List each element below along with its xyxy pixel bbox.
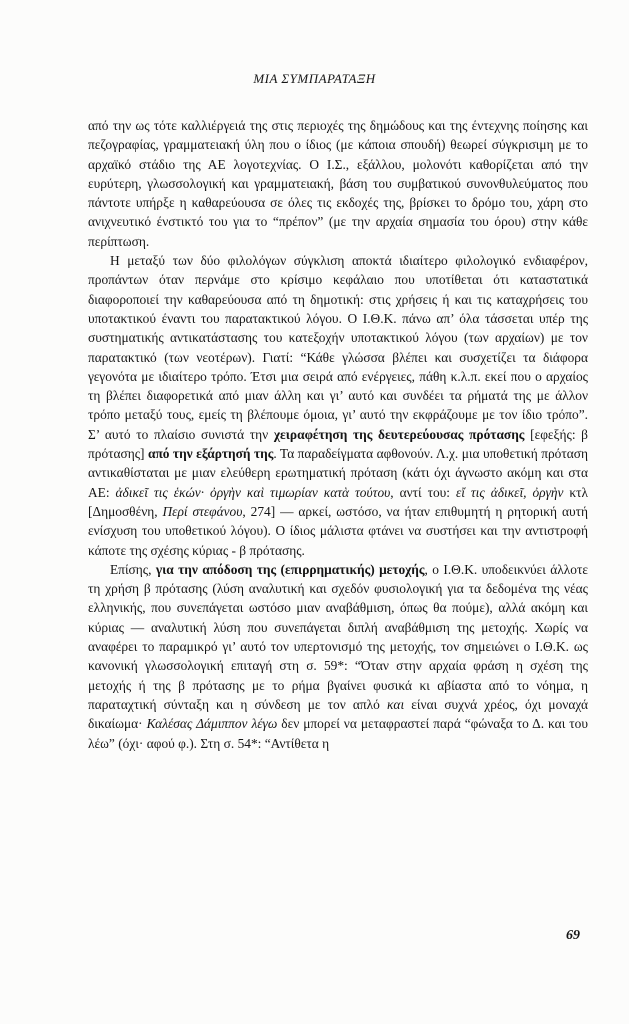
text-run: Επίσης,	[110, 561, 156, 577]
text-run: . Τα παραδείγματα αφθονούν. Λ.χ. μια υποθετική πρόταση αντικαθίσταται με μιαν ελεύθερη ερωτηματική πρόταση (κάτι όχι άγνωστο ακόμη και στα ΑΕ:	[88, 446, 588, 500]
text-run: , αντί του:	[390, 484, 456, 500]
italic-phrase: Καλέσας Δάμιππον λέγω	[146, 716, 278, 732]
text-run: , ο Ι.Θ.Κ. υποδεικνύει άλλοτε τη χρήση β πρότασης (λύση αναλυτική και σχεδόν φυσιολογική για τα δεδομένα της νέας ελληνικής, που συνεπάγεται ωστόσο μιαν αναβάθμιση, όπως θα πούμε), αλλά ακόμη και κύριας — αναλυτική λύση που συνεπάγεται διπλή αναβάθμιση της μετοχής. Χωρίς να αναφέρει το παραμικρό γι’ αυτό τον υπερτονισμό της μετοχής, τον σημειώνει ο Ι.Θ.Κ. ως κανονική γλωσσολογική επιταγή στη σ. 59*: “Όταν στην αρχαία φράση η σχέση της μετοχής ή της β πρότασης με το ρήμα βγαίνει φυσικά κι αβίαστα από το νόημα, η παραταχτική σύνταξη και η σύνδεση με τον απλό	[88, 561, 588, 712]
page-number: 69	[566, 928, 580, 943]
text-run: κτλ [Δημοσθένη,	[88, 484, 589, 519]
text-run: από την ως τότε καλλιέργειά της στις περιοχές της δημώδους και της έντεχνης ποίησης και πεζογραφίας, γραμματειακή ύλη που ο ίδιος (με κάποια σπουδή) θεωρεί σύγκρισιμη με το αρχαϊκό στάδιο της ΑΕ λογοτεχνίας. Ο Ι.Σ., εξάλλου, μολονότι καθορίζεται από την ευρύτερη, γλωσσολογική και γραμματειακή, βάση του συμβατικού συνονθυλεύματος που πάντοτε υπήρξε η καθαρεύουσα σε όλες τις εκδοχές της, βρίσκει το δρόμο του, χάρη στο ανιχνευτικό ένστικτό του για το “πρέπον” (με την αρχαία σημασία του όρου) στην κάθε περίπτωση.	[88, 118, 588, 249]
italic-phrase: ἀδικεῖ τις ἑκών· ὀργὴν καὶ τιμωρίαν κατὰ τούτου	[115, 484, 391, 500]
italic-phrase: και	[387, 696, 405, 712]
text-run: είναι συχνά χρέος, όχι μοναχά δικαίωμα·	[88, 696, 588, 732]
italic-phrase: Περί στεφάνου	[162, 503, 243, 519]
paragraph	[88, 251, 588, 560]
bold-phrase: για την απόδοση της (επιρρηματικής) μετοχής	[155, 561, 425, 577]
bold-phrase: χειραφέτηση της δευτερεύουσας πρότασης	[273, 426, 525, 442]
paragraph	[88, 116, 588, 251]
bold-phrase: από την εξάρτησή της	[147, 446, 274, 462]
running-head: ΜΙΑ ΣΥΜΠΑΡΑΤΑΞΗ	[253, 71, 376, 86]
text-run: , 274] — αρκεί, ωστόσο, να ήταν επιθυμητή η ρητορική αυτή ενίσχυση του υποθετικού λόγου). Ο ίδιος μάλιστα φτάνει να συστήσει και την αντιστροφή κάποτε της σχέσης κύριας - β πρότασης.	[88, 503, 588, 558]
text-run: Η μεταξύ των δύο φιλολόγων σύγκλιση αποκτά ιδιαίτερο φιλολογικό ενδιαφέρον, προπάντων όταν περνάμε στο κρίσιμο κεφάλαιο που υποτίθεται ότι καταστατικά διαφοροποιεί την καθαρεύουσα από τη δημοτική: στις χρήσεις ή και τις καταχρήσεις του υποτακτικού έναντι του παρατακτικού λόγου. Ο Ι.Θ.Κ. πάνω απ’ όλα τάσσεται υπέρ της συστηματικής αντικατάστασης του κατεξοχήν υποτακτικού λόγου (των αρχαίων) με τον παρατακτικό (των νεοτέρων). Γιατί: “Κάθε γλώσσα βλέπει και συσχετίζει τα διάφορα γεγονότα με ιδιαίτερο τρόπο. Έτσι μια σειρά από ενέργειες, πάθη κ.λ.π. εκεί που ο αρχαίος τη βλέπει διαφορετικά από μιαν άλλη και γι’ αυτό και συνδέει τα ρήματά της με άλλον τρόπο μεταξύ τους, εμείς τη βλέπουμε όμοια, γι’ αυτό την εκφράζουμε με τον ίδιο τρόπο”. Σ’ αυτό το πλαίσιο συνιστά την	[88, 253, 588, 442]
text-run: δεν μπορεί να μεταφραστεί παρά “φώναξα το Δ. και του λέω” (όχι· αφού φ.). Στη σ. 54*: “Αντίθετα η	[88, 716, 588, 751]
text-run: [εφεξής: β πρότασης]	[88, 426, 588, 462]
paragraph	[88, 560, 588, 753]
italic-phrase: εἴ τις ἀδικεῖ, ὀργὴν	[455, 484, 564, 500]
body-text	[88, 116, 588, 753]
